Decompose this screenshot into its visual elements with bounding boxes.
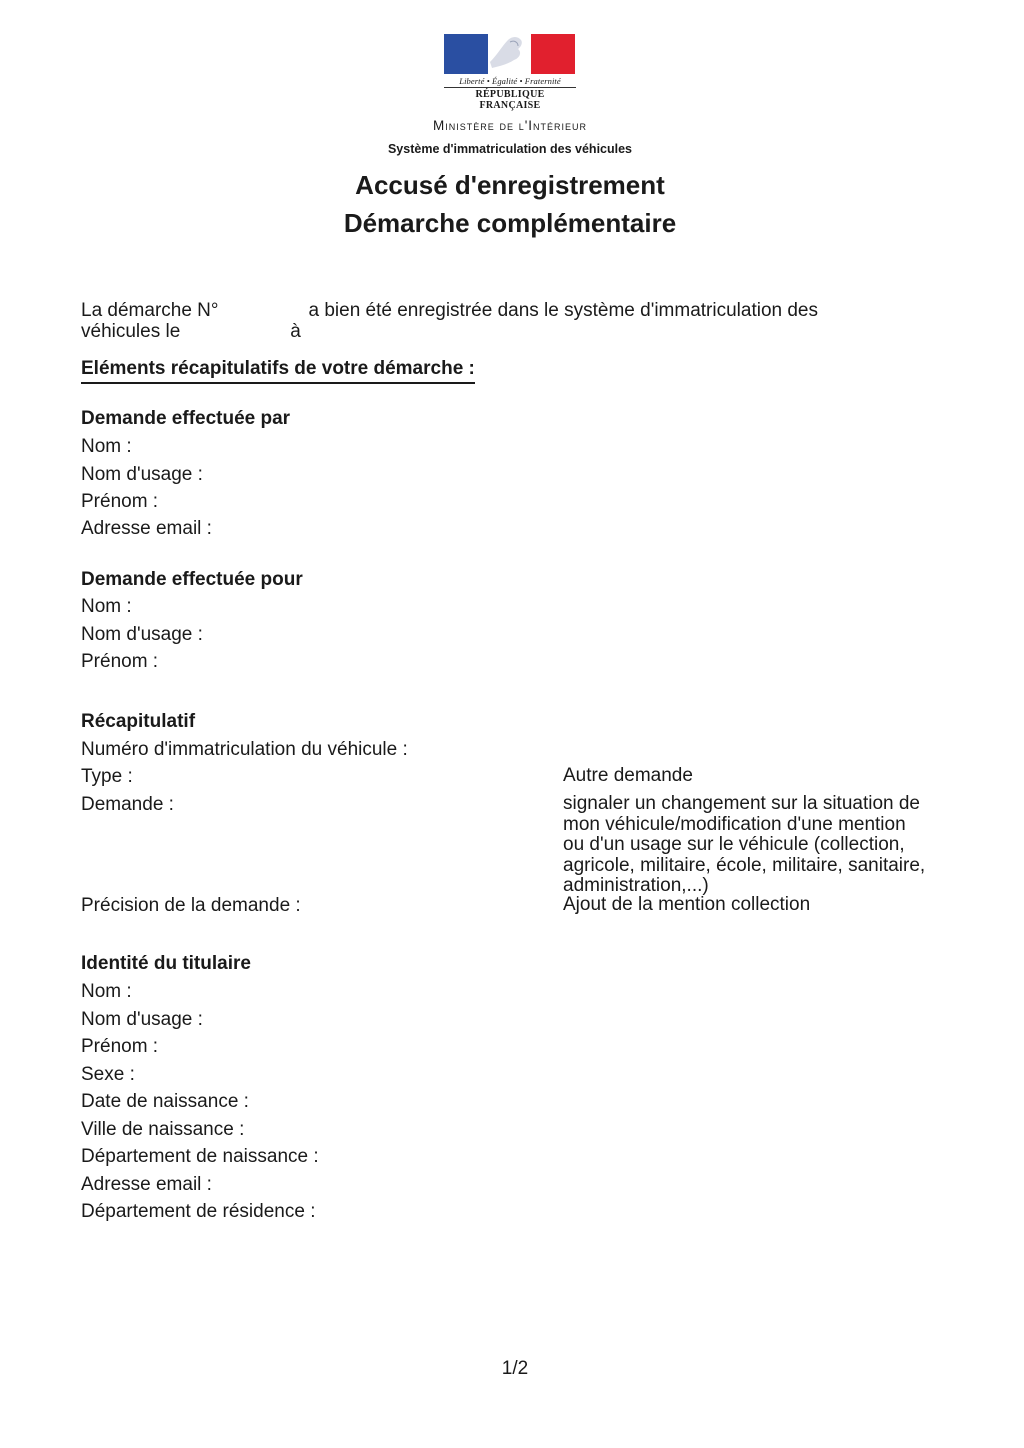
section-recapitulatif-title: Récapitulatif: [81, 711, 196, 732]
page-title: Accusé d'enregistrement: [355, 170, 665, 200]
section-titulaire-title: Identité du titulaire: [81, 953, 251, 974]
recap-heading: Eléments récapitulatifs de votre démarche :: [81, 358, 475, 384]
intro-line-2: [81, 321, 941, 342]
field-label: Département de résidence :: [81, 1201, 316, 1222]
system-name: Système d'immatriculation des véhicules: [387, 142, 633, 156]
field-label: Date de naissance :: [81, 1091, 249, 1112]
logo-name: RÉPUBLIQUE FRANÇAISE: [475, 89, 545, 111]
demande-line: agricole, militaire, école, militaire, sanitaire,: [563, 854, 926, 876]
demande-line: ou d'un usage sur le véhicule (collection,: [563, 834, 905, 855]
demande-line: administration,...): [563, 875, 709, 896]
field-value-demande: [563, 794, 963, 897]
field-label: Adresse email :: [81, 1174, 212, 1195]
demande-line: mon véhicule/modification d'une mention: [563, 813, 906, 835]
field-label-precision: Précision de la demande :: [81, 895, 301, 916]
field-label: Adresse email :: [81, 518, 212, 539]
field-label-immatriculation: Numéro d'immatriculation du véhicule :: [81, 739, 408, 760]
marianne-flag-icon: [444, 34, 575, 74]
intro-text-date-label: véhicules le: [81, 321, 181, 342]
field-label: Sexe :: [81, 1064, 135, 1085]
field-value-type: Autre demande: [563, 765, 693, 786]
field-label-type: Type :: [81, 766, 133, 787]
field-value-precision: Ajout de la mention collection: [563, 894, 811, 915]
page-subtitle: Démarche complémentaire: [343, 208, 677, 238]
field-label: Nom d'usage :: [81, 624, 203, 645]
field-label: Département de naissance :: [81, 1146, 319, 1167]
intro-text-time-label: à: [290, 321, 301, 342]
field-label: Ville de naissance :: [81, 1119, 245, 1140]
field-label: Nom d'usage :: [81, 464, 203, 485]
logo-divider: [444, 87, 576, 88]
intro-line-1: [81, 300, 941, 321]
field-label: Prénom :: [81, 651, 159, 672]
intro-text-start: La démarche N°: [81, 300, 219, 321]
page-number: 1/2: [501, 1358, 529, 1379]
field-label: Nom :: [81, 596, 132, 617]
republique-francaise-logo: [444, 34, 576, 111]
field-label: Prénom :: [81, 1036, 159, 1057]
demande-line: signaler un changement sur la situation de: [563, 793, 921, 814]
field-label: Nom d'usage :: [81, 1009, 203, 1030]
section-demande-pour-title: Demande effectuée pour: [81, 569, 303, 590]
intro-text-middle: a bien été enregistrée dans le système d'immatriculation des: [308, 300, 819, 321]
field-label-demande: Demande :: [81, 794, 174, 815]
ministry-name: Ministère de l'Intérieur: [432, 118, 588, 133]
field-label: Nom :: [81, 436, 132, 457]
field-label: Nom :: [81, 981, 132, 1002]
field-label: Prénom :: [81, 491, 159, 512]
logo-motto: Liberté • Égalité • Fraternité: [459, 76, 561, 86]
section-demande-par-title: Demande effectuée par: [81, 408, 291, 429]
